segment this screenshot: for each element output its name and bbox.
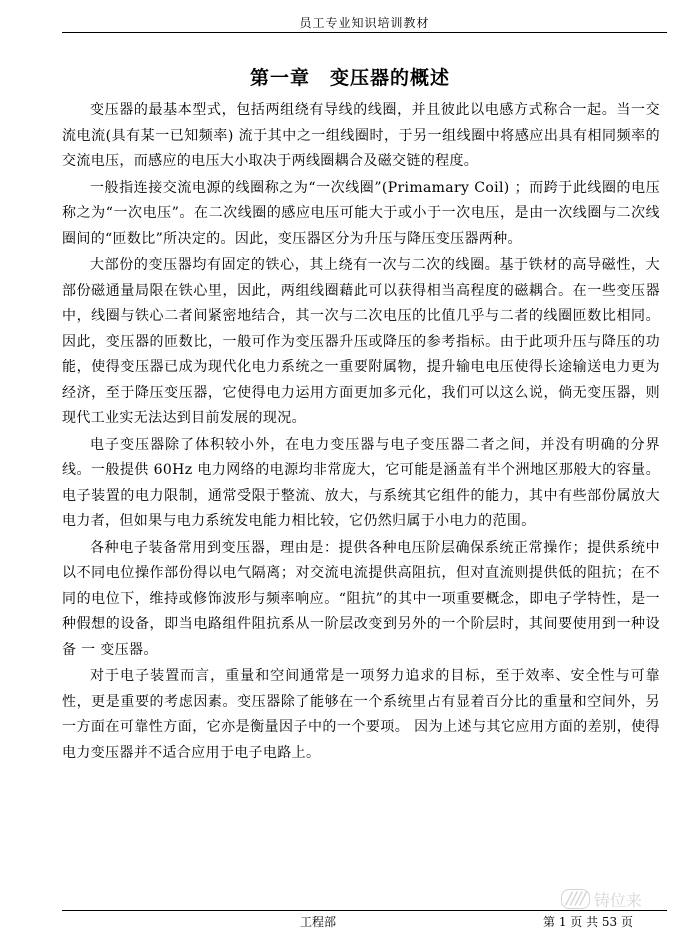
footer-divider xyxy=(62,910,667,911)
watermark xyxy=(561,888,691,910)
paragraph: 各种电子装备常用到变压器，理由是：提供各种电压阶层确保系统正常操作；提供系统中以不同电位操作部份得以电气隔离；对交流电流提供高阻抗，但对直流则提供低的阻抗；在不同的电位下，维持或修饰波形与频率响应。“阻抗”的其中一项重要概念，即电子学特性，是一种假想的设备，即当电路组件阻抗系从一阶层改变到另外的一个阶层时，其间要使用到一种设备 一 变压器。 xyxy=(62,539,660,658)
paragraph: 一般指连接交流电源的线圈称之为“一次线圈”(Primamary Coil) ；而跨于此线圈的电压称之为“一次电压”。在二次线圈的感应电压可能大于或小于一次电压，是由一次线圈与二次线圈间的“匝数比”所决定的。因此，变压器区分为升压与降压变压器两种。 xyxy=(62,179,660,247)
page-number: 第 1 页 共 53 页 xyxy=(543,915,633,929)
body-text xyxy=(62,98,660,767)
watermark-logo-icon: //// xyxy=(561,889,590,909)
header-divider xyxy=(62,32,667,33)
chapter-title: 第一章 变压器的概述 xyxy=(249,67,450,89)
footer-department: 工程部 xyxy=(300,915,337,929)
running-header: 员工专业知识培训教材 xyxy=(299,16,430,30)
paragraph: 变压器的最基本型式，包括两组绕有导线的线圈，并且彼此以电感方式称合一起。当一交流电流(具有某一已知频率) 流于其中之一组线圈时，于另一组线圈中将感应出具有相同频率的交流电压，而感应的电压大小取决于两线圈耦合及磁交链的程度。 xyxy=(62,102,660,169)
watermark-text: 铸位来 xyxy=(593,890,642,910)
paragraph: 大部份的变压器均有固定的铁心，其上绕有一次与二次的线圈。基于铁材的高导磁性，大部份磁通量局限在铁心里，因此，两组线圈藉此可以获得相当高程度的磁耦合。在一些变压器中，线圈与铁心二者间紧密地结合，其一次与二次电压的比值几乎与二者的线圈匝数比相同。因此，变压器的匝数比，一般可作为变压器升压或降压的参考指标。由于此项升压与降压的功能，使得变压器已成为现代化电力系统之一重要附属物，提升输电电压使得长途输送电力更为经济，至于降压变压器，它使得电力运用方面更加多元化，我们可以这么说，倘无变压器，则现代工业实无法达到目前发展的现况。 xyxy=(62,257,660,426)
paragraph: 对于电子装置而言，重量和空间通常是一项努力追求的目标，至于效率、安全性与可靠性，更是重要的考虑因素。变压器除了能够在一个系统里占有显着百分比的重量和空间外，另一方面在可靠性方面，它亦是衡量因子中的一个要项。 因为上述与其它应用方面的差别，使得电力变压器并不适合应用于电子电路上。 xyxy=(62,668,660,761)
paragraph: 电子变压器除了体积较小外，在电力变压器与电子变压器二者之间，并没有明确的分界线。一般提供 60Hz 电力网络的电源均非常庞大，它可能是涵盖有半个洲地区那般大的容量。电子装置的电力限制，通常受限于整流、放大，与系统其它组件的能力，其中有些部份属放大电力者，但如果与电力系统发电能力相比较，它仍然归属于小电力的范围。 xyxy=(62,436,660,529)
